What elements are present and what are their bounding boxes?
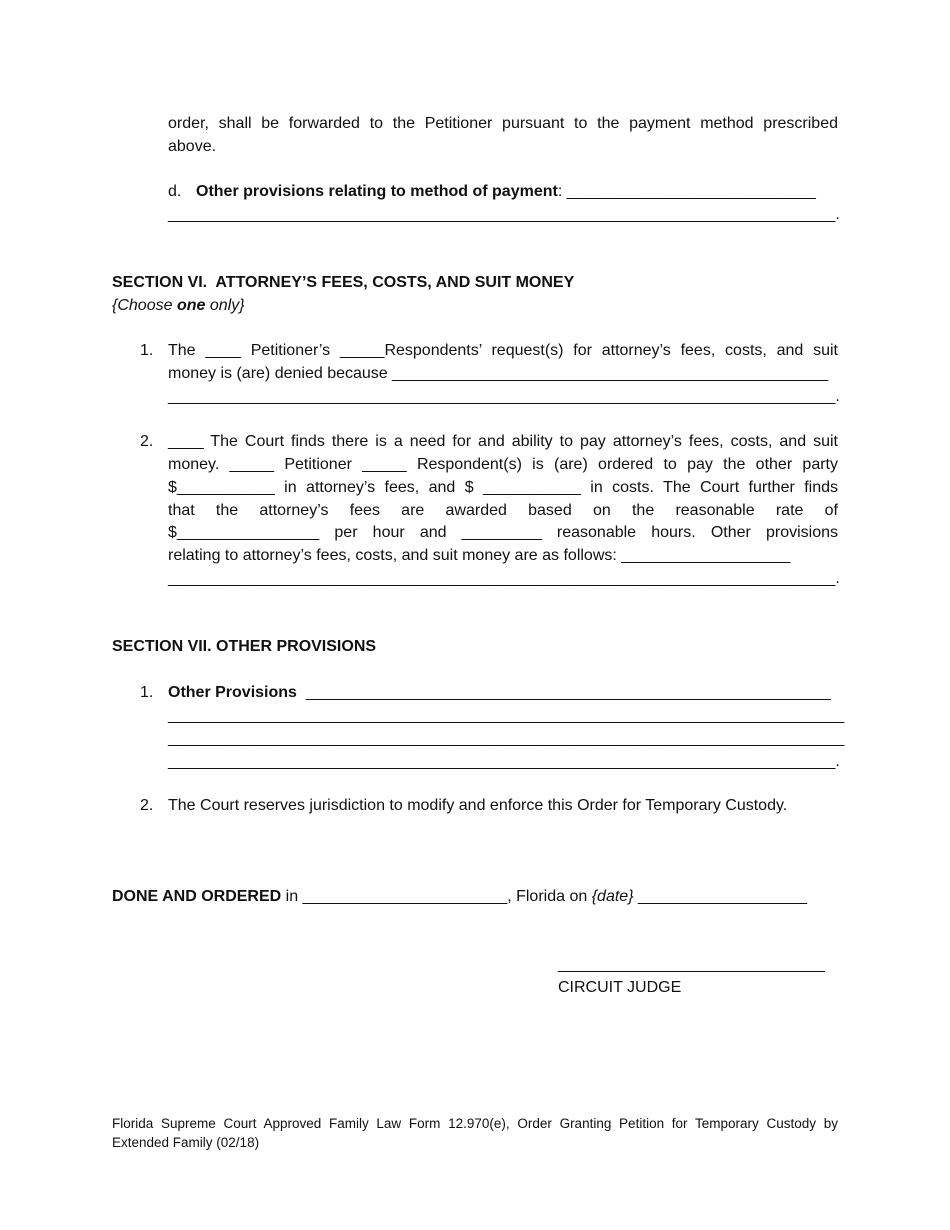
section6-heading: SECTION VI. ATTORNEY’S FEES, COSTS, AND SUIT MONEY [112,274,575,291]
choose-bold: one [176,297,206,314]
section7-heading: SECTION VII. OTHER PROVISIONS [112,638,377,655]
judge-signature-line[interactable]: ______________________________ [558,956,825,973]
payment-other-marker: d. [168,183,182,200]
section7-item1-number: 1. [140,684,154,701]
date-label: {date} [591,888,634,905]
section7-item2-text: The Court reserves jurisdiction to modify and enforce this Order for Temporary Custody. [168,797,788,814]
other-provisions-line2[interactable]: ____________________________________________________________________________ [168,707,845,724]
section6-choose-instruction [112,294,245,317]
section6-item2-line3[interactable]: $___________ in attorney’s fees, and $ ___________ in costs. The Court further finds [168,479,838,496]
other-provisions-line4[interactable]: ___________________________________________________________________________. [168,753,840,770]
other-provisions-label: Other Provisions [168,684,297,701]
continuation-line-2: above. [168,138,217,155]
section6-item1-line1[interactable]: The ____ Petitioner’s _____Respondents’ request(s) for attorney’s fees, costs, and suit [168,342,838,359]
choose-prefix: {Choose [112,297,177,314]
section6-item2-line6[interactable]: relating to attorney’s fees, costs, and suit money are as follows: ___________________ [168,547,791,564]
section6-item2-line7[interactable]: ___________________________________________________________________________. [168,570,840,587]
payment-other-label: Other provisions relating to method of payment [196,183,558,200]
form-footer: Florida Supreme Court Approved Family Law Form 12.970(e), Order Granting Petition for Temporary Custody by Extended Family (02/18) [112,1116,838,1150]
payment-other-row [196,180,816,203]
done-and-ordered-row [112,885,807,908]
done-location-blank[interactable]: in _______________________, Florida on [281,888,592,905]
choose-suffix: only} [205,297,245,314]
done-and-ordered-label: DONE AND ORDERED [112,888,282,905]
section6-item2-line1[interactable]: ____ The Court finds there is a need for and ability to pay attorney’s fees, costs, and suit [168,433,838,450]
section7-item2-number: 2. [140,797,154,814]
continuation-line-1: order, shall be forwarded to the Petitioner pursuant to the payment method prescribed [168,115,838,132]
payment-other-blank-line[interactable]: ___________________________________________________________________________. [168,206,840,223]
other-provisions-line3[interactable]: ____________________________________________________________________________ [168,730,845,747]
section6-item1-line3[interactable]: ___________________________________________________________________________. [168,388,840,405]
date-blank[interactable]: ___________________ [633,888,808,905]
payment-other-blank[interactable]: : ____________________________ [557,183,816,200]
section7-item1-row [168,681,831,704]
section6-item2-line5[interactable]: $________________ per hour and _________ reasonable hours. Other provisions [168,524,838,541]
section6-item2-number: 2. [140,433,154,450]
other-provisions-blank[interactable]: ___________________________________________________________ [296,684,831,701]
section6-item2-line2[interactable]: money. _____ Petitioner _____ Respondent(s) is (are) ordered to pay the other party [168,456,838,473]
section6-item2-line4: that the attorney’s fees are awarded based on the reasonable rate of [168,502,838,519]
section6-item1-line2[interactable]: money is (are) denied because _________________________________________________ [168,365,829,382]
section6-item1-number: 1. [140,342,154,359]
judge-title: CIRCUIT JUDGE [558,979,682,996]
